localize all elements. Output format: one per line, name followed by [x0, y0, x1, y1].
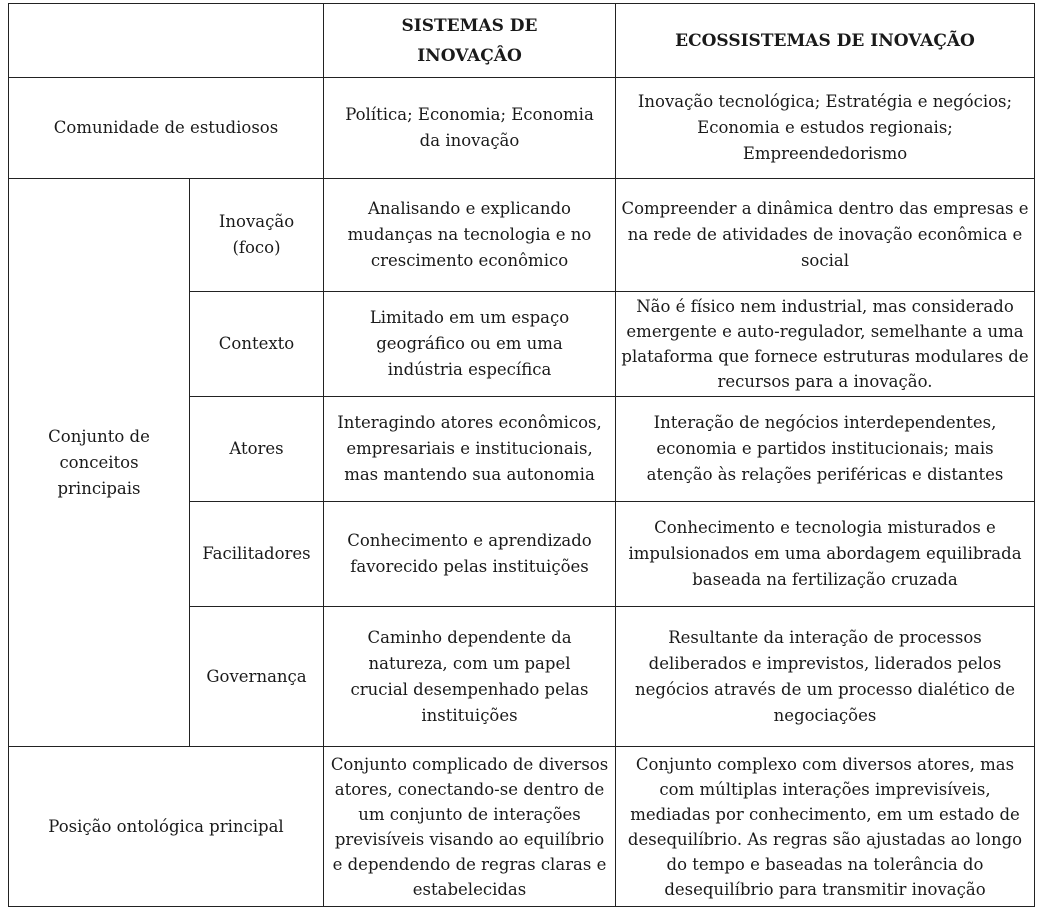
community-ecosystems: Inovação tecnológica; Estratégia e negócios; Economia e estudos regionais; Empreendedorismo — [616, 78, 1035, 179]
concept-row-innovation — [9, 179, 1035, 292]
concept-ecosystems-context: Não é físico nem industrial, mas considerado emergente e auto-regulador, semelhante a uma plataforma que fornece estruturas modulares de recursos para a inovação. — [616, 292, 1035, 397]
ontology-row — [9, 747, 1035, 907]
header-systems: SISTEMAS DE INOVAÇÂO — [324, 4, 616, 78]
concept-systems-facilitators: Conhecimento e aprendizado favorecido pelas instituições — [324, 502, 616, 607]
community-systems: Política; Economia; Economia da inovação — [324, 78, 616, 179]
concept-ecosystems-actors: Interação de negócios interdependentes, economia e partidos institucionais; mais atenção às relações periféricas e distantes — [616, 397, 1035, 502]
concept-label-context: Contexto — [190, 292, 324, 397]
concept-label-innovation: Inovação (foco) — [190, 179, 324, 292]
header-empty-cell — [9, 4, 324, 78]
concepts-label: Conjunto de conceitos principais — [9, 179, 190, 747]
concept-systems-innovation: Analisando e explicando mudanças na tecnologia e no crescimento econômico — [324, 179, 616, 292]
concept-systems-governance: Caminho dependente da natureza, com um papel crucial desempenhado pelas instituições — [324, 607, 616, 747]
concept-ecosystems-facilitators: Conhecimento e tecnologia misturados e impulsionados em uma abordagem equilibrada baseada na fertilização cruzada — [616, 502, 1035, 607]
concept-label-actors: Atores — [190, 397, 324, 502]
community-label: Comunidade de estudiosos — [9, 78, 324, 179]
concept-systems-context: Limitado em um espaço geográfico ou em uma indústria específica — [324, 292, 616, 397]
ontology-systems: Conjunto complicado de diversos atores, conectando-se dentro de um conjunto de interações previsíveis visando ao equilíbrio e dependendo de regras claras e estabelecidas — [324, 747, 616, 907]
comparison-table — [8, 3, 1035, 907]
concept-label-facilitators: Facilitadores — [190, 502, 324, 607]
concept-label-governance: Governança — [190, 607, 324, 747]
community-row — [9, 78, 1035, 179]
header-row — [9, 4, 1035, 78]
ontology-ecosystems: Conjunto complexo com diversos atores, mas com múltiplas interações imprevisíveis, mediadas por conhecimento, em um estado de desequilíbrio. As regras são ajustadas ao longo do tempo e baseadas na tolerância do desequilíbrio para transmitir inovação — [616, 747, 1035, 907]
comparison-table-wrapper — [8, 3, 1035, 907]
concept-ecosystems-governance: Resultante da interação de processos deliberados e imprevistos, liderados pelos negócios através de um processo dialético de negociações — [616, 607, 1035, 747]
header-ecosystems: ECOSSISTEMAS DE INOVAÇÃO — [616, 4, 1035, 78]
concept-ecosystems-innovation: Compreender a dinâmica dentro das empresas e na rede de atividades de inovação econômica e social — [616, 179, 1035, 292]
concept-systems-actors: Interagindo atores econômicos, empresariais e institucionais, mas mantendo sua autonomia — [324, 397, 616, 502]
ontology-label: Posição ontológica principal — [9, 747, 324, 907]
